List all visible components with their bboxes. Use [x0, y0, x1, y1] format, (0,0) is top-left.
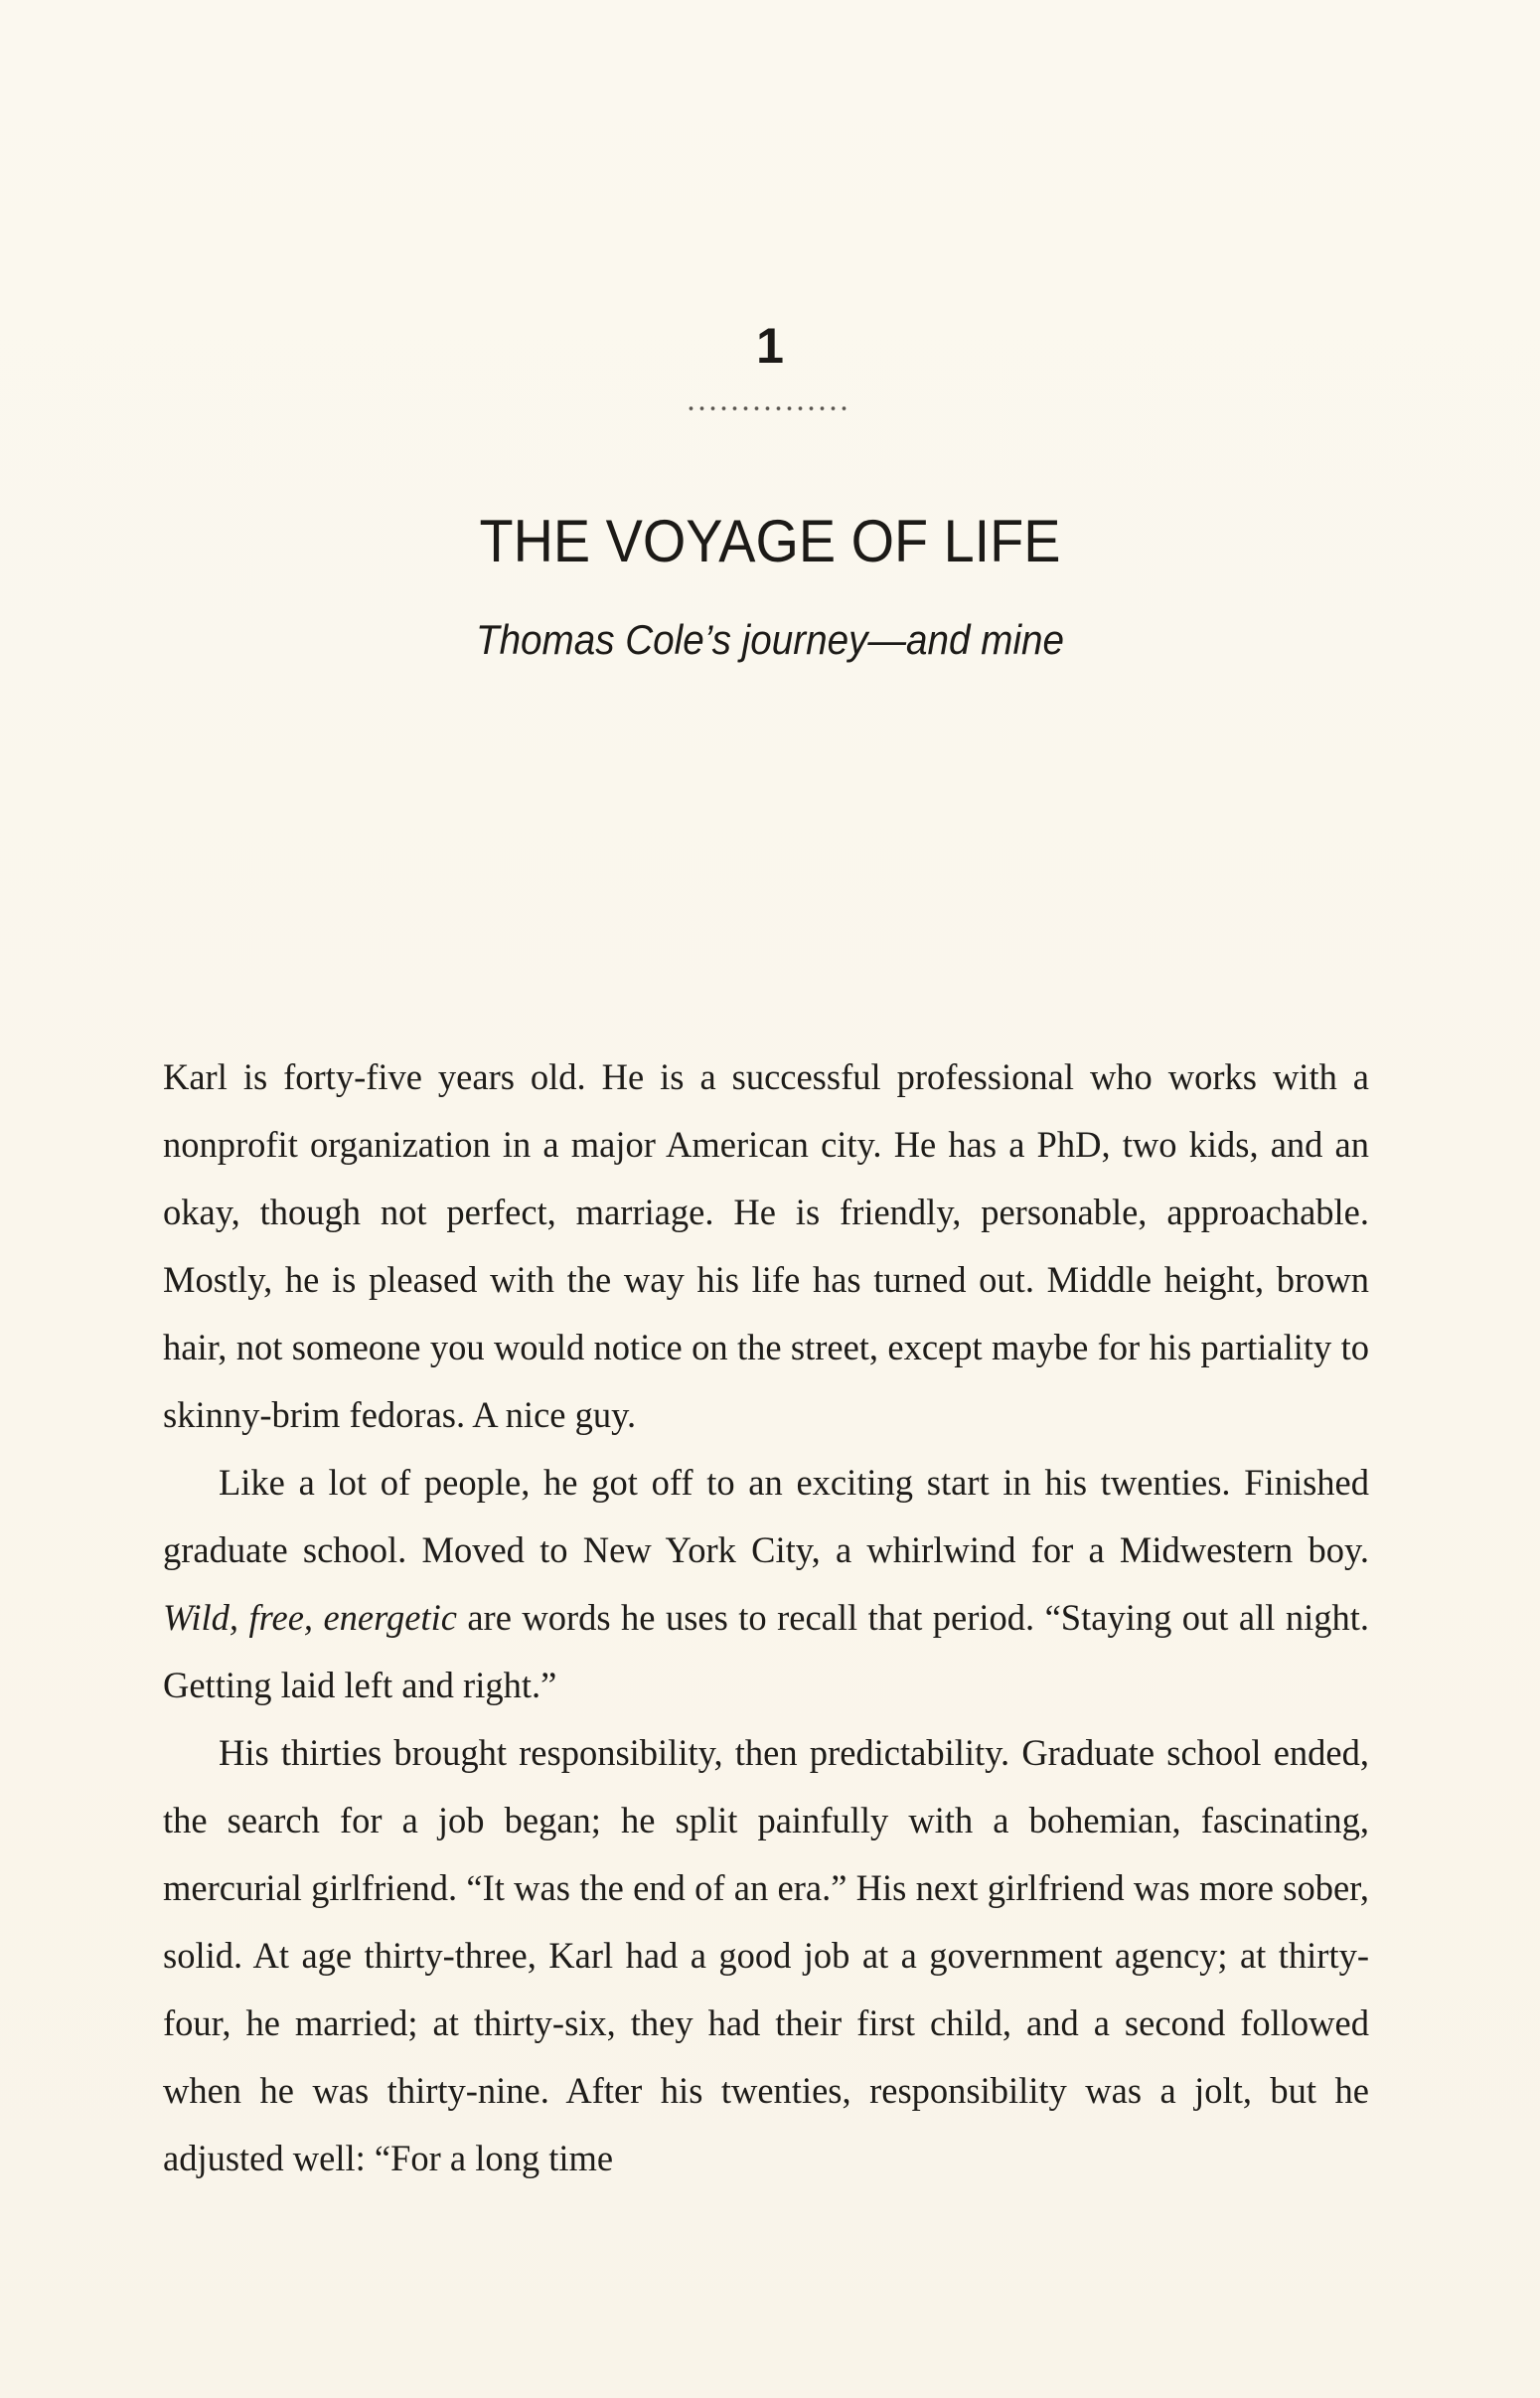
paragraph-2-emphasis: Wild, free, energetic [163, 1597, 457, 1638]
body-text [163, 1043, 1369, 2192]
chapter-subtitle: Thomas Cole’s journey—and mine [475, 616, 1065, 663]
paragraph-3: His thirties brought responsibility, then predictability. Graduate school ended, the search for a job began; he split painfully with a bohemian, fascinating, mercurial girlfriend. “It was the end of an era.” His next girlfriend was more sober, solid. At age thirty-three, Karl had a good job at a government agency; at thirty-four, he married; at thirty-six, they had their first child, and a second followed when he was thirty-nine. After his twenties, responsibility was a jolt, but he adjusted well: “For a long time [163, 1732, 1369, 2178]
paragraph-2-lead: Like a lot of people, he got off to an exciting start in his twenties. Finished graduate school. Moved to New York City, a whirlwind for a Midwestern boy. [163, 1462, 1369, 1570]
chapter-number: 1 [756, 318, 784, 374]
chapter-ornament-rule [686, 405, 852, 411]
chapter-title: THE VOYAGE OF LIFE [479, 508, 1061, 574]
paragraph-2 [163, 1449, 1369, 1719]
paragraph-2-tail: are words he uses to recall that period. “Staying out all night. Getting laid left and right.” [163, 1597, 1369, 1705]
paragraph-1: Karl is forty-five years old. He is a successful professional who works with a nonprofit organization in a major American city. He has a PhD, two kids, and an okay, though not perfect, marriage. He is friendly, personable, approachable. Mostly, he is pleased with the way his life has turned out. Middle height, brown hair, not someone you would notice on the street, except maybe for his partiality to skinny-brim fedoras. A nice guy. [163, 1056, 1369, 1435]
